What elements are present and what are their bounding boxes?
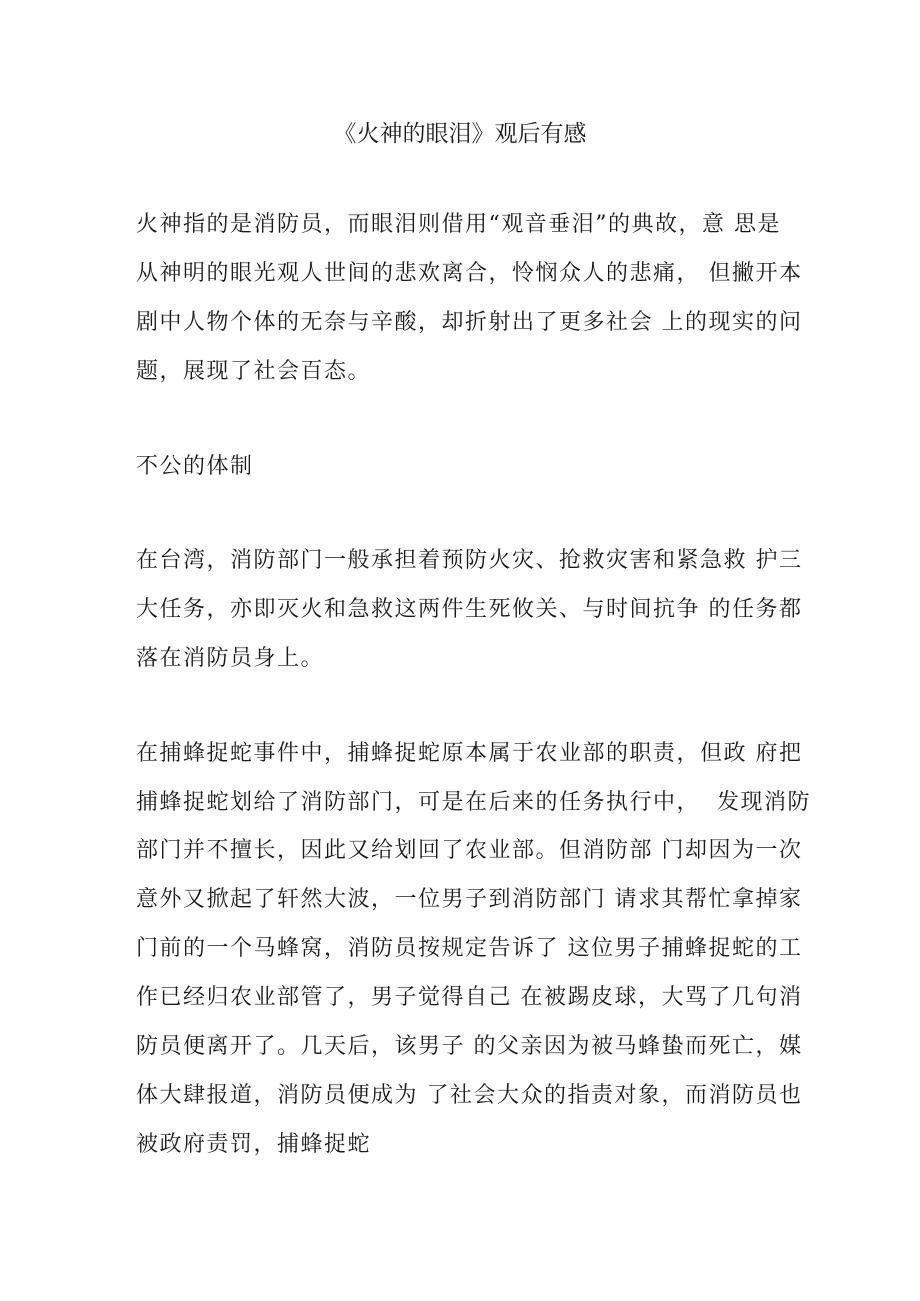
paragraph-line: 在台湾，消防部门一般承担着预防火灾、抢救灾害和紧急救 护三 [136,548,803,573]
paragraph-line: 防员便离开了。几天后，该男子 的父亲因为被马蜂蛰而死亡，媒 [136,1034,803,1059]
paragraph-line: 大任务，亦即灭火和急救这两件生死攸关、与时间抗争 的任务都 [136,597,803,622]
intro-line: 从神明的眼光观人世间的悲欢离合，怜悯众人的悲痛， 但撇开本 [136,261,803,286]
paragraph-line: 被政府责罚，捕蜂捉蛇 [136,1132,372,1157]
intro-line: 题，展现了社会百态。 [136,359,372,384]
paragraph-line: 部门并不擅长，因此又给划回了农业部。但消防部 门却因为一次 [136,838,803,863]
paragraph-line: 在捕蜂捉蛇事件中，捕蜂捉蛇原本属于农业部的职责，但政 府把 [136,741,803,766]
paragraph-line: 捕蜂捉蛇划给了消防部门，可是在后来的任务执行中， 发现消防 [136,790,811,815]
intro-line: 火神指的是消防员，而眼泪则借用“观音垂泪”的典故，意 思是 [136,212,781,237]
intro-line: 剧中人物个体的无奈与辛酸，却折射出了更多社会 上的现实的问 [136,310,803,335]
document-title: 《火神的眼泪》观后有感 [333,121,587,147]
paragraph-line: 作已经归农业部管了，男子觉得自己 在被踢皮球，大骂了几句消 [136,985,803,1010]
paragraph-line: 体大肆报道，消防员便成为 了社会大众的指责对象，而消防员也 [136,1083,803,1108]
paragraph-line: 意外又掀起了轩然大波，一位男子到消防部门 请求其帮忙拿掉家 [136,887,803,912]
paragraph-line: 落在消防员身上。 [136,646,325,671]
section-heading: 不公的体制 [136,454,254,479]
paragraph-line: 门前的一个马蜂窝，消防员按规定告诉了 这位男子捕蜂捉蛇的工 [136,936,803,961]
